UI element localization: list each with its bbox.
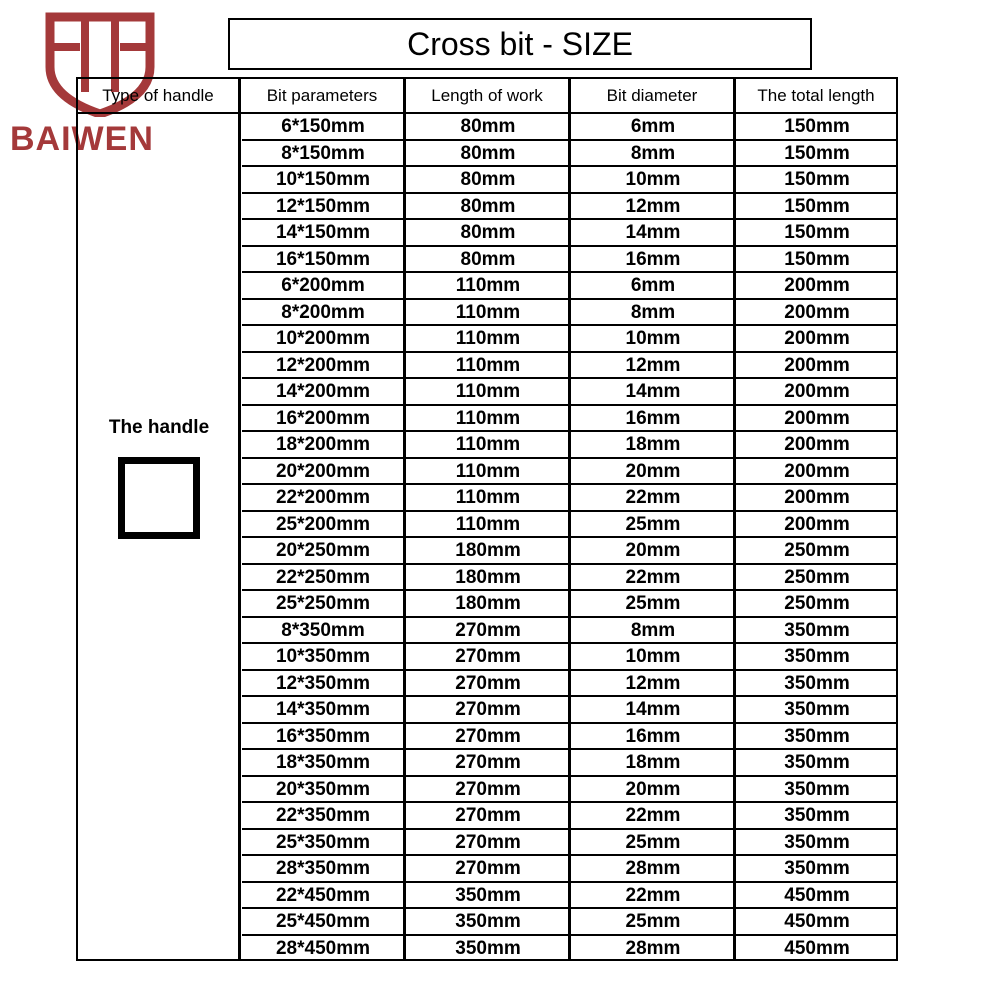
header-length-of-work: Length of work [431,85,543,105]
total-length-cell: 250mm [784,566,850,588]
length-of-work-cell: 110mm [455,434,521,456]
length-of-work-cell: 270mm [455,619,521,641]
page-title: Cross bit - SIZE [228,18,812,70]
total-length-cell: 200mm [784,407,850,429]
bit-parameters-cell: 6*150mm [281,116,365,138]
table-row [242,671,898,698]
bit-diameter-cell: 22mm [625,805,681,827]
total-length-cell: 200mm [784,434,850,456]
bit-parameters-cell: 6*200mm [281,275,365,297]
column-divider [238,79,241,959]
bit-parameters-cell: 18*200mm [275,434,371,456]
bit-parameters-cell: 10*350mm [275,646,371,668]
length-of-work-cell: 270mm [455,831,521,853]
total-length-cell: 150mm [784,248,850,270]
bit-parameters-cell: 20*350mm [275,778,371,800]
table-row [242,830,898,857]
square-handle-icon [118,457,200,539]
length-of-work-cell: 110mm [455,513,521,535]
table-row [242,803,898,830]
table-row [242,379,898,406]
bit-diameter-cell: 22mm [625,566,681,588]
table-body [242,114,898,959]
table-row [242,538,898,565]
table-row [242,724,898,751]
bit-parameters-cell: 22*250mm [275,566,371,588]
total-length-cell: 450mm [784,911,850,933]
table-row [242,618,898,645]
length-of-work-cell: 110mm [455,381,521,403]
table-row [242,750,898,777]
bit-diameter-cell: 20mm [625,540,681,562]
bit-parameters-cell: 28*450mm [275,937,371,959]
table-row [242,300,898,327]
length-of-work-cell: 270mm [455,699,521,721]
bit-diameter-cell: 20mm [625,778,681,800]
bit-diameter-cell: 14mm [625,222,681,244]
total-length-cell: 200mm [784,381,850,403]
length-of-work-cell: 80mm [460,116,516,138]
bit-parameters-cell: 16*200mm [275,407,371,429]
bit-parameters-cell: 22*200mm [275,487,371,509]
total-length-cell: 150mm [784,116,850,138]
bit-diameter-cell: 8mm [630,142,676,164]
bit-diameter-cell: 12mm [625,354,681,376]
bit-parameters-cell: 22*450mm [275,884,371,906]
table-row [242,909,898,936]
bit-diameter-cell: 18mm [625,752,681,774]
bit-diameter-cell: 16mm [625,725,681,747]
brand-name: BAIWEN [10,120,154,158]
bit-parameters-cell: 20*200mm [275,460,371,482]
table-row [242,644,898,671]
table-row [242,856,898,883]
bit-parameters-cell: 14*150mm [275,222,371,244]
length-of-work-cell: 110mm [455,275,521,297]
header-bit-diameter: Bit diameter [606,85,698,105]
bit-diameter-cell: 28mm [625,937,681,959]
length-of-work-cell: 110mm [455,328,521,350]
length-of-work-cell: 180mm [455,566,521,588]
bit-diameter-cell: 18mm [625,434,681,456]
length-of-work-cell: 80mm [460,142,516,164]
length-of-work-cell: 110mm [455,460,521,482]
total-length-cell: 200mm [784,328,850,350]
length-of-work-cell: 270mm [455,858,521,880]
bit-diameter-cell: 22mm [625,884,681,906]
length-of-work-cell: 180mm [455,593,521,615]
bit-diameter-cell: 16mm [625,407,681,429]
header-bit-parameters: Bit parameters [266,85,378,105]
total-length-cell: 150mm [784,195,850,217]
length-of-work-cell: 80mm [460,195,516,217]
table-row [242,485,898,512]
total-length-cell: 200mm [784,460,850,482]
length-of-work-cell: 270mm [455,646,521,668]
total-length-cell: 200mm [784,354,850,376]
bit-parameters-cell: 25*200mm [275,513,371,535]
length-of-work-cell: 110mm [455,354,521,376]
bit-parameters-cell: 14*350mm [275,699,371,721]
bit-diameter-cell: 25mm [625,911,681,933]
bit-diameter-cell: 28mm [625,858,681,880]
bit-diameter-cell: 8mm [630,301,676,323]
length-of-work-cell: 80mm [460,169,516,191]
bit-parameters-cell: 25*350mm [275,831,371,853]
total-length-cell: 350mm [784,619,850,641]
header-total-length: The total length [757,85,875,105]
bit-diameter-cell: 16mm [625,248,681,270]
table-row [242,777,898,804]
total-length-cell: 350mm [784,672,850,694]
bit-diameter-cell: 25mm [625,513,681,535]
bit-parameters-cell: 22*350mm [275,805,371,827]
length-of-work-cell: 270mm [455,805,521,827]
table-row [242,459,898,486]
bit-parameters-cell: 8*150mm [281,142,365,164]
table-row [242,194,898,221]
total-length-cell: 250mm [784,593,850,615]
bit-parameters-cell: 20*250mm [275,540,371,562]
bit-parameters-cell: 8*200mm [281,301,365,323]
size-table [76,77,898,961]
table-row [242,167,898,194]
total-length-cell: 350mm [784,752,850,774]
bit-parameters-cell: 16*150mm [275,248,371,270]
bit-diameter-cell: 8mm [630,619,676,641]
bit-parameters-cell: 12*200mm [275,354,371,376]
table-row [242,697,898,724]
bit-parameters-cell: 12*150mm [275,195,371,217]
total-length-cell: 350mm [784,858,850,880]
bit-parameters-cell: 16*350mm [275,725,371,747]
table-row [242,114,898,141]
bit-parameters-cell: 14*200mm [275,381,371,403]
bit-parameters-cell: 28*350mm [275,858,371,880]
table-row [242,273,898,300]
total-length-cell: 350mm [784,699,850,721]
bit-diameter-cell: 25mm [625,831,681,853]
handle-type-label: The handle [108,417,210,438]
length-of-work-cell: 110mm [455,407,521,429]
bit-diameter-cell: 10mm [625,328,681,350]
length-of-work-cell: 80mm [460,248,516,270]
length-of-work-cell: 350mm [455,937,521,959]
length-of-work-cell: 80mm [460,222,516,244]
bit-diameter-cell: 10mm [625,646,681,668]
table-row [242,936,898,963]
bit-diameter-cell: 22mm [625,487,681,509]
length-of-work-cell: 110mm [455,301,521,323]
bit-diameter-cell: 10mm [625,169,681,191]
total-length-cell: 350mm [784,778,850,800]
bit-parameters-cell: 18*350mm [275,752,371,774]
table-row [242,883,898,910]
bit-parameters-cell: 8*350mm [281,619,365,641]
total-length-cell: 450mm [784,937,850,959]
table-row [242,353,898,380]
table-row [242,220,898,247]
total-length-cell: 350mm [784,725,850,747]
length-of-work-cell: 270mm [455,752,521,774]
bit-parameters-cell: 10*150mm [275,169,371,191]
length-of-work-cell: 180mm [455,540,521,562]
length-of-work-cell: 350mm [455,884,521,906]
total-length-cell: 350mm [784,831,850,853]
total-length-cell: 150mm [784,142,850,164]
table-row [242,591,898,618]
length-of-work-cell: 270mm [455,725,521,747]
table-row [242,406,898,433]
bit-diameter-cell: 12mm [625,195,681,217]
bit-diameter-cell: 6mm [630,116,676,138]
bit-parameters-cell: 12*350mm [275,672,371,694]
length-of-work-cell: 350mm [455,911,521,933]
bit-diameter-cell: 20mm [625,460,681,482]
total-length-cell: 200mm [784,275,850,297]
bit-parameters-cell: 25*450mm [275,911,371,933]
total-length-cell: 200mm [784,487,850,509]
bit-diameter-cell: 14mm [625,381,681,403]
length-of-work-cell: 270mm [455,672,521,694]
bit-parameters-cell: 25*250mm [275,593,371,615]
table-header [78,79,896,112]
total-length-cell: 200mm [784,513,850,535]
table-row [242,141,898,168]
total-length-cell: 450mm [784,884,850,906]
length-of-work-cell: 270mm [455,778,521,800]
length-of-work-cell: 110mm [455,487,521,509]
total-length-cell: 250mm [784,540,850,562]
bit-diameter-cell: 12mm [625,672,681,694]
header-type-of-handle: Type of handle [102,85,214,105]
total-length-cell: 150mm [784,169,850,191]
table-row [242,326,898,353]
table-row [242,247,898,274]
bit-parameters-cell: 10*200mm [275,328,371,350]
table-row [242,432,898,459]
bit-diameter-cell: 6mm [630,275,676,297]
table-row [242,512,898,539]
total-length-cell: 350mm [784,805,850,827]
table-row [242,565,898,592]
total-length-cell: 200mm [784,301,850,323]
total-length-cell: 150mm [784,222,850,244]
bit-diameter-cell: 14mm [625,699,681,721]
total-length-cell: 350mm [784,646,850,668]
bit-diameter-cell: 25mm [625,593,681,615]
